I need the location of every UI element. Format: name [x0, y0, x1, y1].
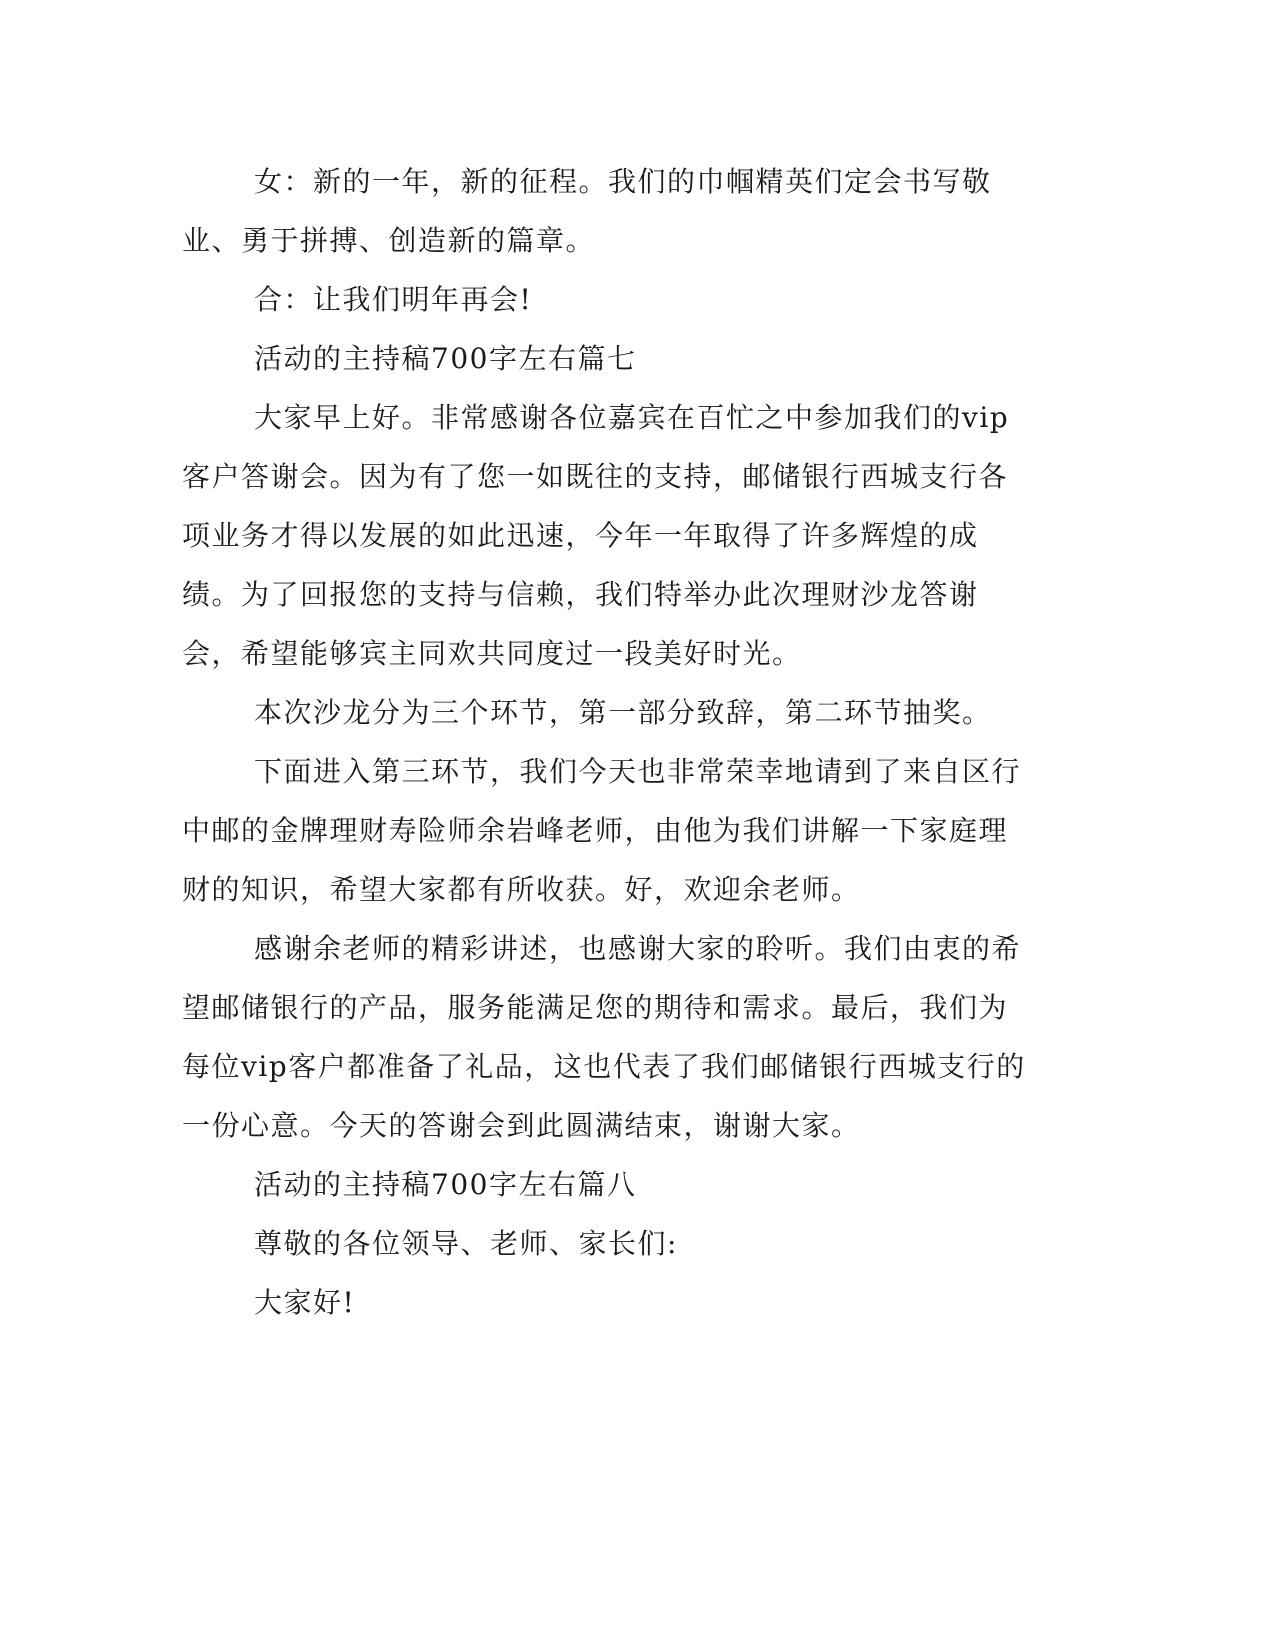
document-page: [182, 0, 1027, 1650]
paragraph-closing-thanks: 感谢余老师的精彩讲述，也感谢大家的聆听。我们由衷的希望邮储银行的产品，服务能满足您的期待和需求。最后，我们为每位vip客户都准备了礼品，这也代表了我们邮储银行西城支行的一份心意。今天的答谢会到此圆满结束，谢谢大家。: [182, 932, 1026, 1142]
paragraph-agenda: 本次沙龙分为三个环节，第一部分致辞，第二环节抽奖。: [254, 696, 992, 729]
paragraph-salutation: 尊敬的各位领导、老师、家长们:: [254, 1227, 678, 1260]
paragraph-hello: 大家好!: [254, 1286, 356, 1319]
section-heading-8: 活动的主持稿700字左右篇八: [254, 1168, 637, 1201]
paragraph-third-segment: 下面进入第三环节，我们今天也非常荣幸地请到了来自区行中邮的金牌理财寿险师余岩峰老师，由他为我们讲解一下家庭理财的知识，希望大家都有所收获。好，欢迎余老师。: [182, 755, 1022, 906]
paragraph-closing-together: 合：让我们明年再会!: [254, 283, 533, 316]
paragraph-opening-greeting: 大家早上好。非常感谢各位嘉宾在百忙之中参加我们的vip客户答谢会。因为有了您一如既往的支持，邮储银行西城支行各项业务才得以发展的如此迅速，今年一年取得了许多辉煌的成绩。为了回报您的支持与信赖，我们特举办此次理财沙龙答谢会，希望能够宾主同欢共同度过一段美好时光。: [182, 401, 1010, 670]
paragraph-closing-female: 女：新的一年，新的征程。我们的巾帼精英们定会书写敬业、勇于拼搏、创造新的篇章。: [182, 165, 992, 257]
section-heading-7: 活动的主持稿700字左右篇七: [254, 342, 637, 375]
